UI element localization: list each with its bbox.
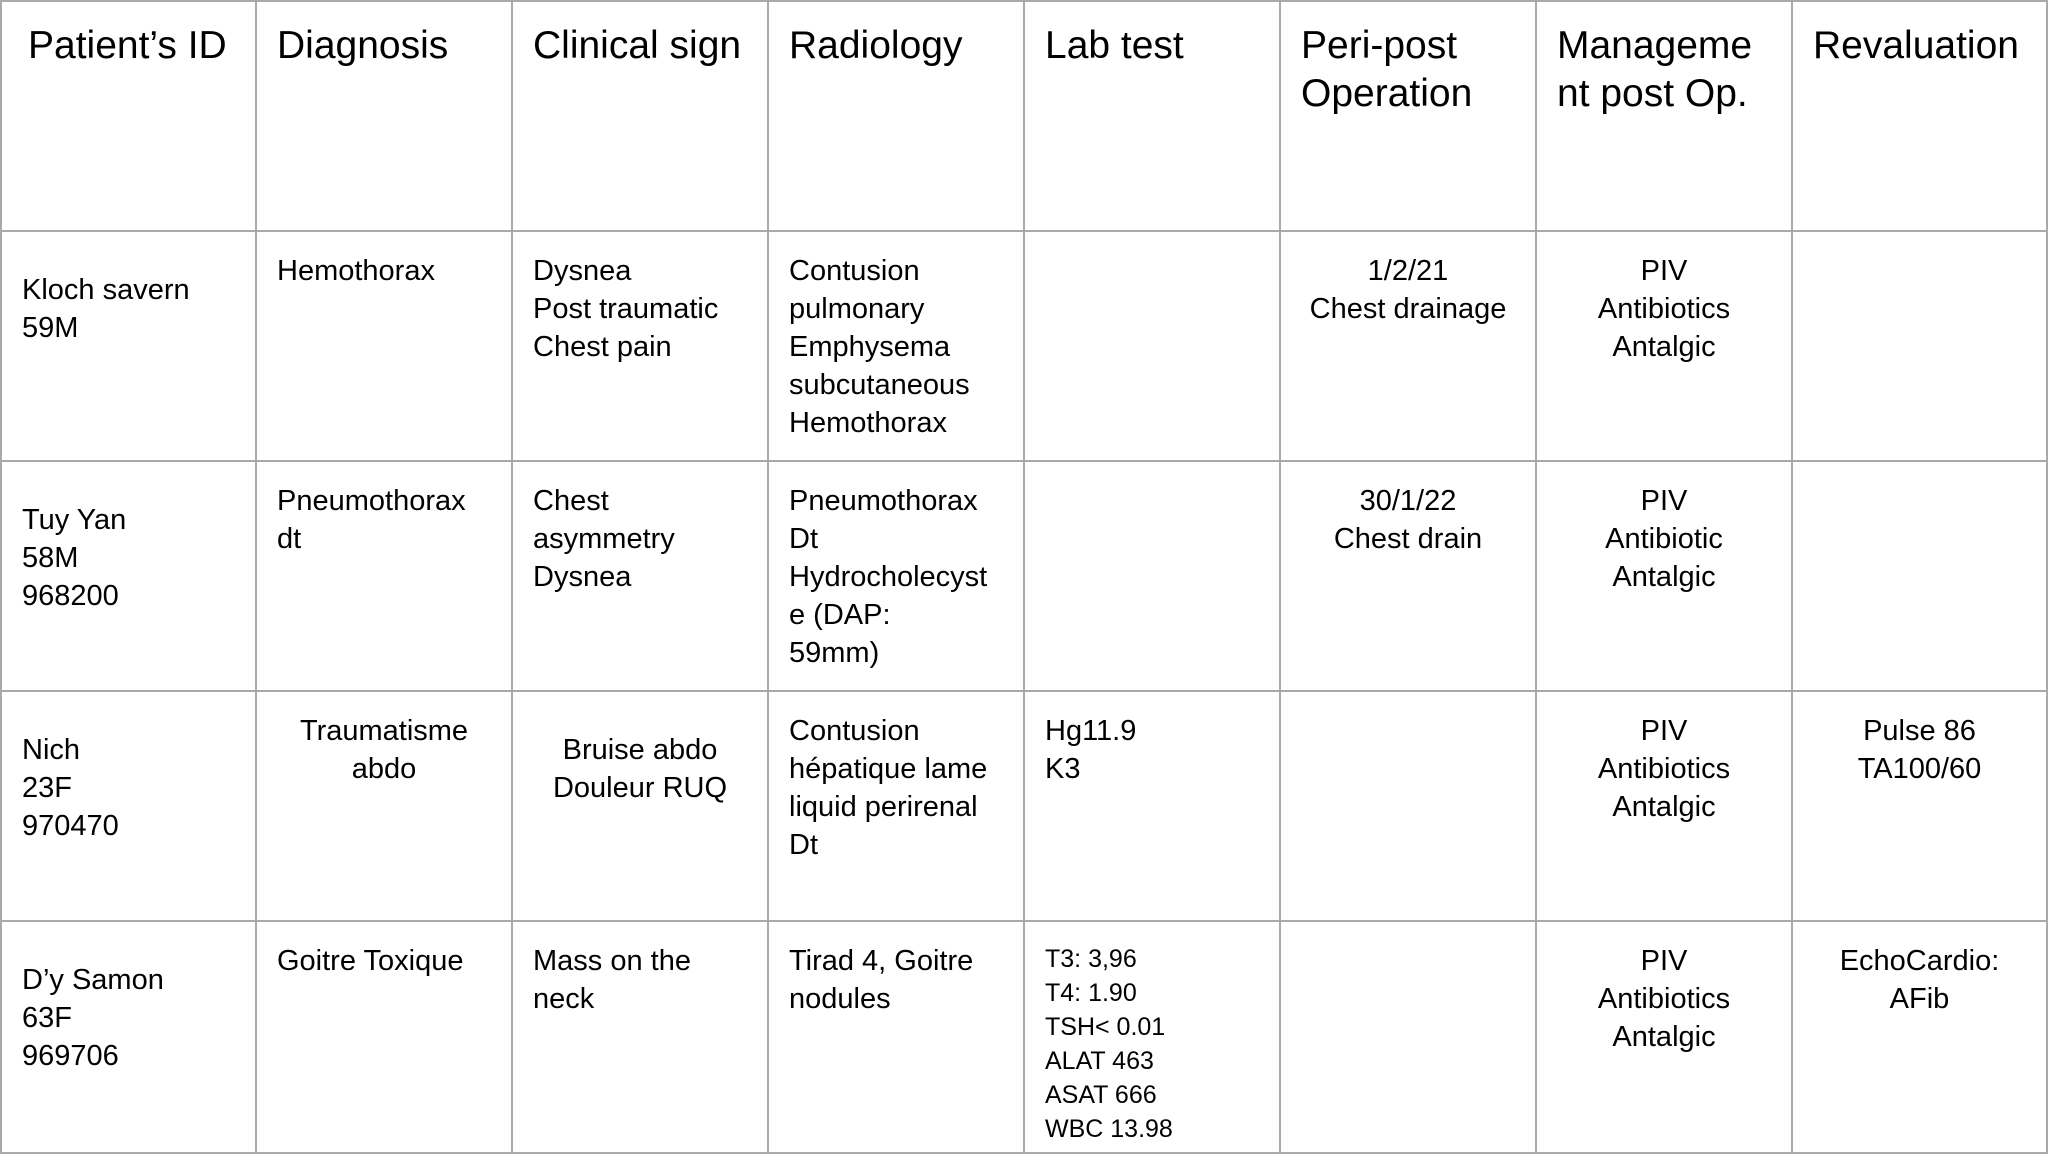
table-row bbox=[1, 691, 2047, 921]
table-row bbox=[1, 231, 2047, 461]
cell-patient: Nich 23F 970470 bbox=[1, 691, 256, 921]
cell-lab-test bbox=[1024, 461, 1280, 691]
header-lab-test: Lab test bbox=[1024, 1, 1280, 231]
cell-revaluation bbox=[1792, 461, 2047, 691]
header-radiology: Radiology bbox=[768, 1, 1024, 231]
table-row bbox=[1, 461, 2047, 691]
cell-clinical-sign: Mass on the neck bbox=[512, 921, 768, 1153]
cell-diagnosis: Goitre Toxique bbox=[256, 921, 512, 1153]
cell-operation: 1/2/21 Chest drainage bbox=[1280, 231, 1536, 461]
cell-clinical-sign: Chest asymmetry Dysnea bbox=[512, 461, 768, 691]
cell-radiology: Contusion pulmonary Emphysema subcutaneous Hemothorax bbox=[768, 231, 1024, 461]
cell-clinical-sign: Bruise abdo Douleur RUQ bbox=[512, 691, 768, 921]
cell-revaluation bbox=[1792, 231, 2047, 461]
cell-radiology: Tirad 4, Goitre nodules bbox=[768, 921, 1024, 1153]
cell-diagnosis: Pneumothorax dt bbox=[256, 461, 512, 691]
header-clinical-sign: Clinical sign bbox=[512, 1, 768, 231]
cell-lab-test: Hg11.9 K3 bbox=[1024, 691, 1280, 921]
cell-operation bbox=[1280, 691, 1536, 921]
table-header-row bbox=[1, 1, 2047, 231]
cell-diagnosis: Traumatisme abdo bbox=[256, 691, 512, 921]
header-diagnosis: Diagnosis bbox=[256, 1, 512, 231]
header-patient-id: Patient’s ID bbox=[1, 1, 256, 231]
cell-management: PIV Antibiotics Antalgic bbox=[1536, 231, 1792, 461]
cell-radiology: Contusion hépatique lame liquid perirenal Dt bbox=[768, 691, 1024, 921]
header-peri-post-operation: Peri-post Operation bbox=[1280, 1, 1536, 231]
cell-lab-test bbox=[1024, 231, 1280, 461]
cell-management: PIV Antibiotics Antalgic bbox=[1536, 921, 1792, 1153]
header-revaluation: Revaluation bbox=[1792, 1, 2047, 231]
cell-operation: 30/1/22 Chest drain bbox=[1280, 461, 1536, 691]
cell-diagnosis: Hemothorax bbox=[256, 231, 512, 461]
cell-patient: Tuy Yan 58M 968200 bbox=[1, 461, 256, 691]
cell-patient: D’y Samon 63F 969706 bbox=[1, 921, 256, 1153]
cell-lab-test: T3: 3,96 T4: 1.90 TSH< 0.01 ALAT 463 ASAT 666 WBC 13.98 bbox=[1024, 921, 1280, 1153]
cell-revaluation: Pulse 86 TA100/60 bbox=[1792, 691, 2047, 921]
cell-radiology: Pneumothorax Dt Hydrocholecyst e (DAP: 59mm) bbox=[768, 461, 1024, 691]
header-management-post-op: Manageme nt post Op. bbox=[1536, 1, 1792, 231]
cell-operation bbox=[1280, 921, 1536, 1153]
cell-management: PIV Antibiotic Antalgic bbox=[1536, 461, 1792, 691]
table-row bbox=[1, 921, 2047, 1153]
cell-management: PIV Antibiotics Antalgic bbox=[1536, 691, 1792, 921]
cell-clinical-sign: Dysnea Post traumatic Chest pain bbox=[512, 231, 768, 461]
cell-revaluation: EchoCardio: AFib bbox=[1792, 921, 2047, 1153]
cell-patient: Kloch savern 59M bbox=[1, 231, 256, 461]
